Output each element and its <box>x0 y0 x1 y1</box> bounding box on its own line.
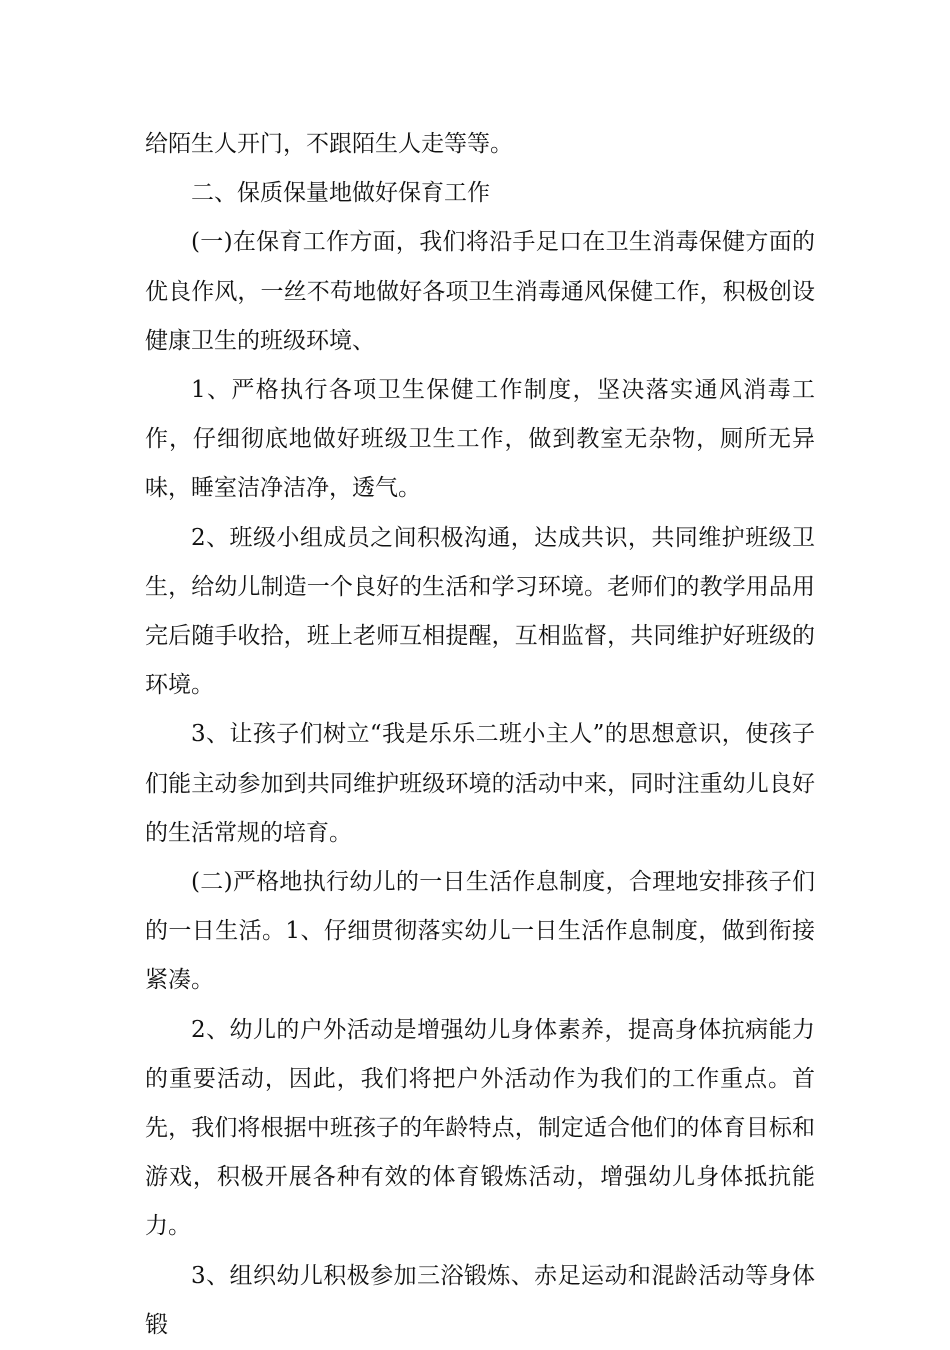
section-heading: 二、保质保量地做好保育工作 <box>191 180 490 207</box>
paragraph-5: 2、班级小组成员之间积极沟通，达成共识，共同维护班级卫生，给幼儿制造一个良好的生活和学习环境。老师们的教学用品用完后随手收拾，班上老师互相提醒，互相监督，共同维护好班级的环境。 <box>145 524 815 699</box>
paragraph-3: (一)在保育工作方面，我们将沿手足口在卫生消毒保健方面的优良作风，一丝不苟地做好各项卫生消毒通风保健工作，积极创设健康卫生的班级环境、 <box>145 229 815 354</box>
paragraph-6: 3、让孩子们树立“我是乐乐二班小主人”的思想意识，使孩子们能主动参加到共同维护班级环境的活动中来，同时注重幼儿良好的生活常规的培育。 <box>145 721 815 846</box>
paragraph-9: 3、组织幼儿积极参加三浴锻炼、赤足运动和混龄活动等身体锻 <box>145 1262 815 1338</box>
paragraph-7: (二)严格地执行幼儿的一日生活作息制度，合理地安排孩子们的一日生活。1、仔细贯彻落实幼儿一日生活作息制度，做到衔接紧凑。 <box>145 869 815 994</box>
document-body <box>145 120 815 1350</box>
paragraph-4: 1、严格执行各项卫生保健工作制度，坚决落实通风消毒工作，仔细彻底地做好班级卫生工作，做到教室无杂物，厕所无异味，睡室洁净洁净，透气。 <box>145 377 815 502</box>
paragraph-8: 2、幼儿的户外活动是增强幼儿身体素养，提高身体抗病能力的重要活动，因此，我们将把户外活动作为我们的工作重点。首先，我们将根据中班孩子的年龄特点，制定适合他们的体育目标和游戏，积极开展各种有效的体育锻炼活动，增强幼儿身体抵抗能力。 <box>145 1016 815 1240</box>
paragraph-1: 给陌生人开门，不跟陌生人走等等。 <box>145 131 513 157</box>
